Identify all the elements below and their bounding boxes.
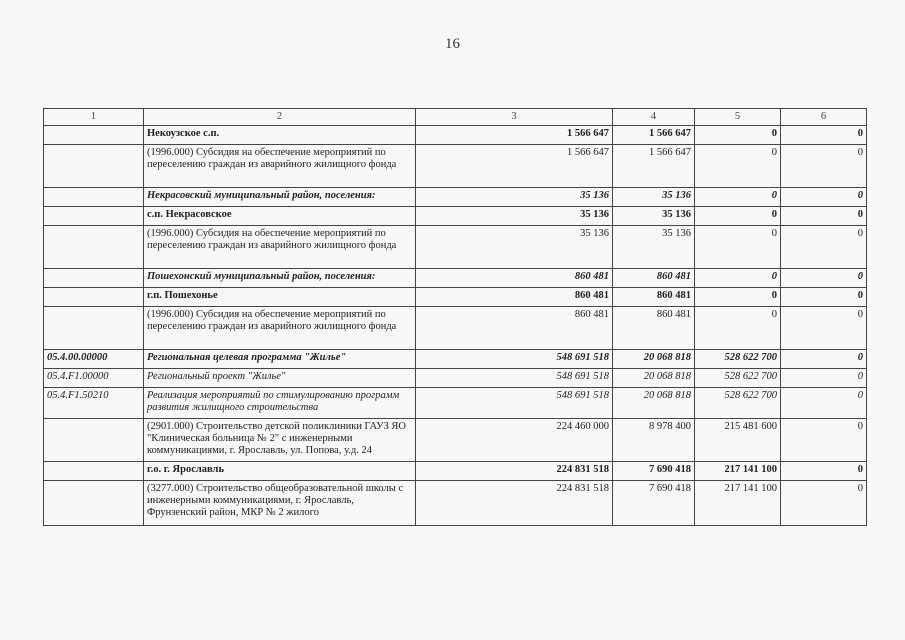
value-col-4: 7 690 418	[613, 462, 695, 481]
row-code	[44, 126, 144, 145]
value-total: 35 136	[416, 207, 613, 226]
row-name: Некоузское с.п.	[144, 126, 416, 145]
column-header: 3	[416, 109, 613, 126]
value-col-6: 0	[781, 369, 867, 388]
row-code	[44, 207, 144, 226]
value-col-6: 0	[781, 419, 867, 462]
value-col-5: 528 622 700	[695, 388, 781, 419]
value-col-6: 0	[781, 207, 867, 226]
value-col-6: 0	[781, 288, 867, 307]
row-code	[44, 462, 144, 481]
table-row	[44, 288, 867, 307]
row-code: 05.4.00.00000	[44, 350, 144, 369]
value-col-4: 860 481	[613, 269, 695, 288]
value-total: 860 481	[416, 269, 613, 288]
table-row	[44, 207, 867, 226]
value-total: 1 566 647	[416, 145, 613, 188]
table-row	[44, 145, 867, 188]
value-total: 548 691 518	[416, 369, 613, 388]
row-code	[44, 481, 144, 526]
value-col-6: 0	[781, 226, 867, 269]
value-col-4: 35 136	[613, 207, 695, 226]
value-col-4: 1 566 647	[613, 145, 695, 188]
value-col-4: 20 068 818	[613, 388, 695, 419]
value-col-4: 860 481	[613, 288, 695, 307]
value-col-6: 0	[781, 145, 867, 188]
value-col-4: 7 690 418	[613, 481, 695, 526]
value-col-6: 0	[781, 188, 867, 207]
value-total: 548 691 518	[416, 350, 613, 369]
row-name: Реализация мероприятий по стимулированию программ развития жилищного строительства	[144, 388, 416, 419]
row-name: Пошехонский муниципальный район, поселения:	[144, 269, 416, 288]
column-header: 1	[44, 109, 144, 126]
value-col-5: 0	[695, 207, 781, 226]
value-col-6: 0	[781, 350, 867, 369]
table-row	[44, 269, 867, 288]
table-row	[44, 126, 867, 145]
row-code	[44, 419, 144, 462]
value-col-5: 0	[695, 188, 781, 207]
value-col-6: 0	[781, 481, 867, 526]
row-name: Некрасовский муниципальный район, поселения:	[144, 188, 416, 207]
value-col-4: 20 068 818	[613, 350, 695, 369]
value-col-6: 0	[781, 462, 867, 481]
value-col-6: 0	[781, 269, 867, 288]
value-total: 224 831 518	[416, 462, 613, 481]
row-code	[44, 307, 144, 350]
table-row	[44, 307, 867, 350]
table-row	[44, 462, 867, 481]
table-row	[44, 481, 867, 526]
row-code: 05.4.F1.50210	[44, 388, 144, 419]
table-row	[44, 419, 867, 462]
value-col-6: 0	[781, 388, 867, 419]
table-row	[44, 388, 867, 419]
row-code	[44, 288, 144, 307]
value-total: 35 136	[416, 188, 613, 207]
value-col-5: 217 141 100	[695, 462, 781, 481]
value-total: 860 481	[416, 307, 613, 350]
value-col-4: 35 136	[613, 188, 695, 207]
table-row	[44, 188, 867, 207]
value-col-5: 0	[695, 288, 781, 307]
value-col-4: 1 566 647	[613, 126, 695, 145]
row-code	[44, 269, 144, 288]
value-col-6: 0	[781, 307, 867, 350]
value-total: 1 566 647	[416, 126, 613, 145]
value-col-5: 528 622 700	[695, 350, 781, 369]
row-name: г.п. Пошехонье	[144, 288, 416, 307]
row-name: (1996.000) Субсидия на обеспечение мероприятий по переселению граждан из аварийного жилищного фонда	[144, 145, 416, 188]
value-total: 224 460 000	[416, 419, 613, 462]
budget-table	[43, 108, 867, 526]
value-col-5: 0	[695, 226, 781, 269]
row-name: Региональный проект "Жилье"	[144, 369, 416, 388]
row-name: (1996.000) Субсидия на обеспечение мероприятий по переселению граждан из аварийного жилищного фонда	[144, 226, 416, 269]
column-header: 2	[144, 109, 416, 126]
value-total: 548 691 518	[416, 388, 613, 419]
row-code	[44, 188, 144, 207]
row-name: с.п. Некрасовское	[144, 207, 416, 226]
table-row	[44, 350, 867, 369]
value-col-5: 215 481 600	[695, 419, 781, 462]
column-header: 4	[613, 109, 695, 126]
value-col-4: 860 481	[613, 307, 695, 350]
value-total: 860 481	[416, 288, 613, 307]
row-code: 05.4.F1.00000	[44, 369, 144, 388]
value-col-5: 0	[695, 307, 781, 350]
value-col-4: 20 068 818	[613, 369, 695, 388]
column-header: 5	[695, 109, 781, 126]
value-col-6: 0	[781, 126, 867, 145]
value-col-5: 0	[695, 126, 781, 145]
value-col-5: 217 141 100	[695, 481, 781, 526]
row-name: Региональная целевая программа "Жилье"	[144, 350, 416, 369]
table-row	[44, 226, 867, 269]
value-col-5: 0	[695, 145, 781, 188]
value-col-4: 35 136	[613, 226, 695, 269]
value-total: 224 831 518	[416, 481, 613, 526]
row-name: (2901.000) Строительство детской поликлиники ГАУЗ ЯО "Клиническая больница № 2" с инженерными коммуникациями, г. Ярославль, ул. Попова, у.д. 24	[144, 419, 416, 462]
value-total: 35 136	[416, 226, 613, 269]
page-number: 16	[445, 36, 460, 52]
column-header: 6	[781, 109, 867, 126]
header-row	[44, 109, 867, 126]
row-code	[44, 145, 144, 188]
value-col-5: 0	[695, 269, 781, 288]
row-name: (3277.000) Строительство общеобразовательной школы с инженерными коммуникациями, г. Ярославль, Фрунзенский район, МКР № 2 жилого	[144, 481, 416, 526]
table-row	[44, 369, 867, 388]
row-code	[44, 226, 144, 269]
row-name: г.о. г. Ярославль	[144, 462, 416, 481]
row-name: (1996.000) Субсидия на обеспечение мероприятий по переселению граждан из аварийного жилищного фонда	[144, 307, 416, 350]
value-col-5: 528 622 700	[695, 369, 781, 388]
value-col-4: 8 978 400	[613, 419, 695, 462]
